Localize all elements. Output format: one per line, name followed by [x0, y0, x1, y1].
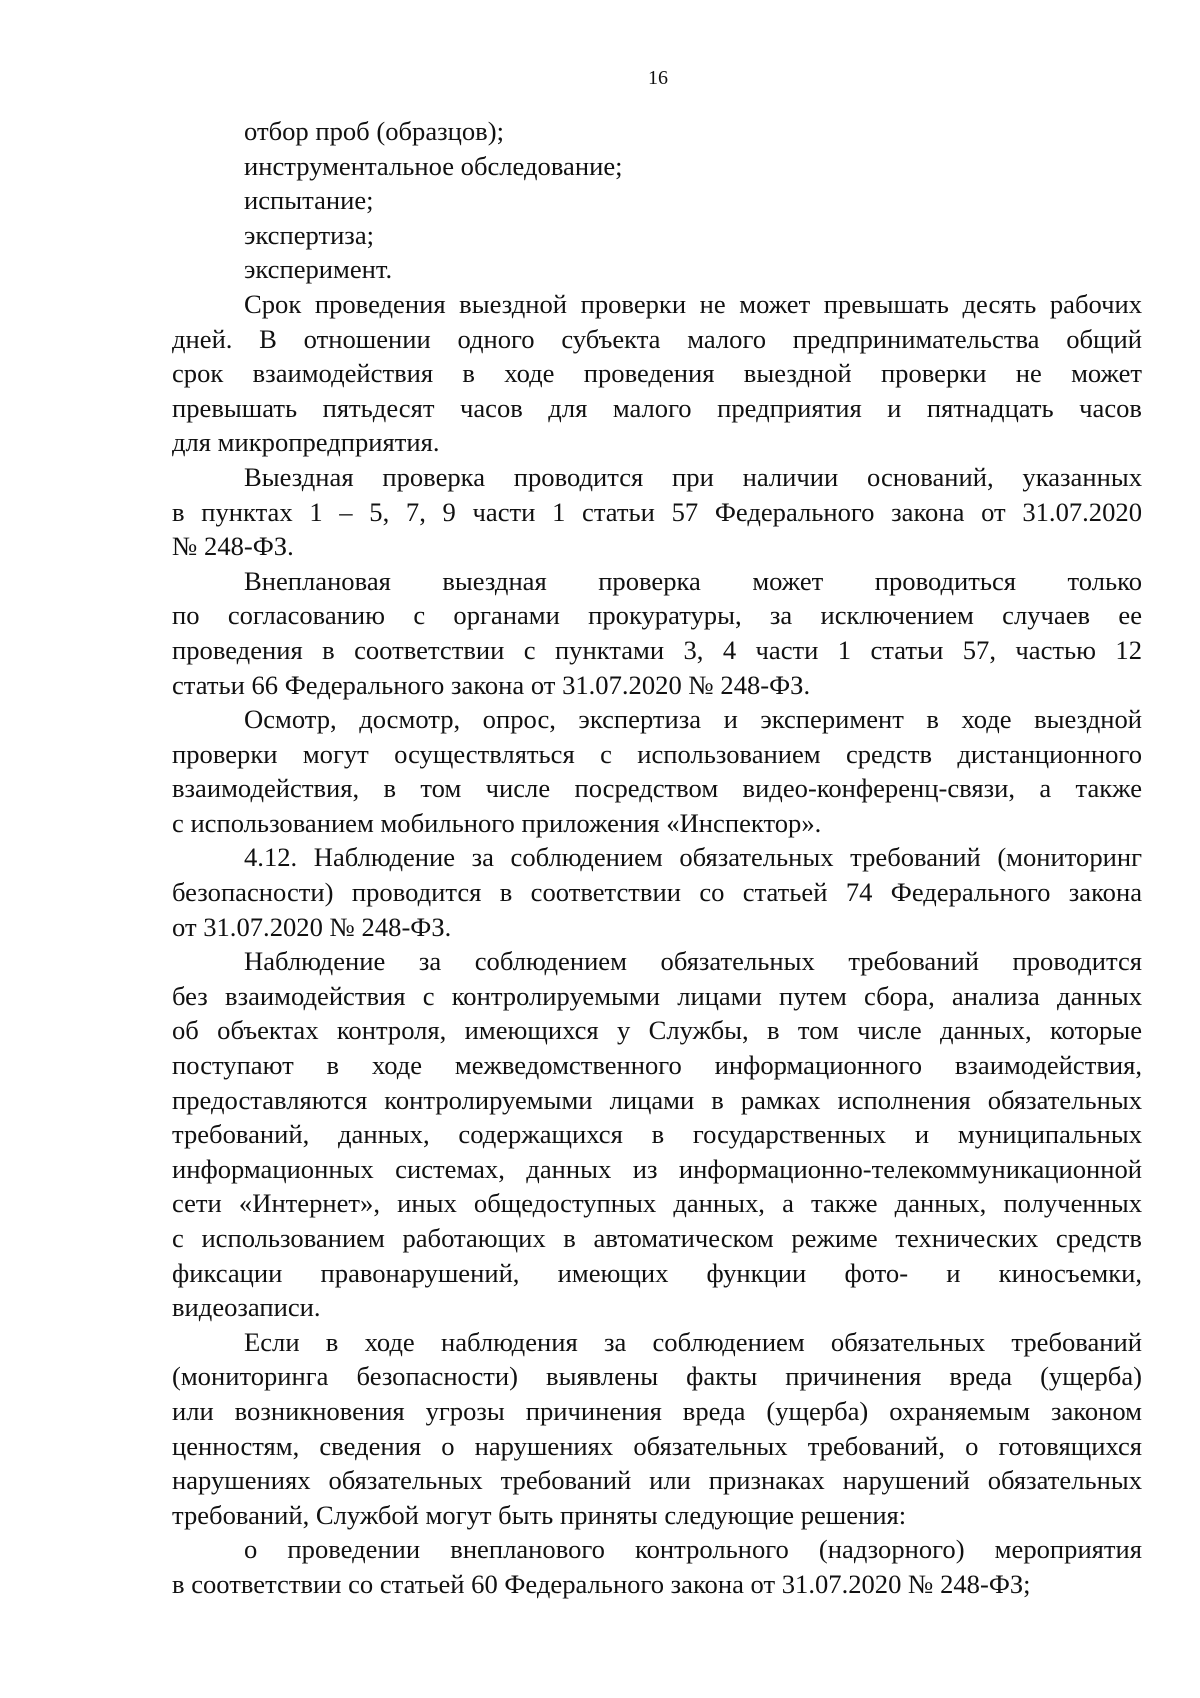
text-line: ценностям, сведения о нарушениях обязательных требований, о готовящихся — [172, 1430, 1142, 1461]
text-line: Срок проведения выездной проверки не может превышать десять рабочих — [244, 288, 1142, 319]
text-line: Если в ходе наблюдения за соблюдением обязательных требований — [244, 1326, 1142, 1357]
text-line: предоставляются контролируемыми лицами в рамках исполнения обязательных — [172, 1084, 1142, 1115]
text-line: инструментальное обследование; — [244, 150, 623, 181]
text-line: Наблюдение за соблюдением обязательных требований проводится — [244, 946, 1142, 977]
text-line: видеозаписи. — [172, 1292, 321, 1323]
text-line: испытание; — [244, 185, 374, 216]
document-body — [172, 114, 1142, 1602]
text-line: срок взаимодействия в ходе проведения выездной проверки не может — [172, 358, 1142, 389]
page-number: 16 — [648, 67, 668, 89]
text-line: без взаимодействия с контролируемыми лицами путем сбора, анализа данных — [172, 980, 1142, 1011]
text-line: дней. В отношении одного субъекта малого предпринимательства общий — [172, 323, 1142, 354]
text-line: сети «Интернет», иных общедоступных данных, а также данных, полученных — [172, 1188, 1142, 1219]
text-line: требований, Службой могут быть приняты следующие решения: — [172, 1499, 907, 1530]
text-line: экспертиза; — [244, 219, 375, 250]
text-line: № 248-ФЗ. — [172, 531, 294, 562]
text-line: превышать пятьдесят часов для малого предприятия и пятнадцать часов — [172, 392, 1142, 423]
text-line: эксперимент. — [244, 254, 393, 285]
text-line: статьи 66 Федерального закона от 31.07.2020 № 248-ФЗ. — [172, 669, 811, 700]
text-line: безопасности) проводится в соответствии со статьей 74 Федерального закона — [172, 877, 1142, 908]
text-line: или возникновения угрозы причинения вреда (ущерба) охраняемым законом — [172, 1395, 1142, 1426]
text-line: в соответствии со статьей 60 Федерального закона от 31.07.2020 № 248-ФЗ; — [172, 1568, 1031, 1599]
text-line: об объектах контроля, имеющихся у Службы, в том числе данных, которые — [172, 1015, 1142, 1046]
text-line: в пунктах 1 – 5, 7, 9 части 1 статьи 57 Федерального закона от 31.07.2020 — [172, 496, 1142, 527]
text-line: от 31.07.2020 № 248-ФЗ. — [172, 911, 452, 942]
text-line: проведения в соответствии с пунктами 3, 4 части 1 статьи 57, частью 12 — [172, 634, 1142, 665]
text-line: отбор проб (образцов); — [244, 116, 504, 146]
text-line: (мониторинга безопасности) выявлены факты причинения вреда (ущерба) — [172, 1361, 1142, 1392]
text-line: 4.12. Наблюдение за соблюдением обязательных требований (мониторинг — [244, 842, 1142, 873]
text-line: Внеплановая выездная проверка может проводиться только — [244, 565, 1142, 596]
text-line: о проведении внепланового контрольного (надзорного) мероприятия — [244, 1534, 1142, 1565]
text-line: поступают в ходе межведомственного информационного взаимодействия, — [172, 1050, 1142, 1081]
text-line: по согласованию с органами прокуратуры, за исключением случаев ее — [172, 600, 1142, 631]
text-line: с использованием мобильного приложения «Инспектор». — [172, 807, 822, 838]
text-line: для микропредприятия. — [172, 427, 440, 458]
text-line: Осмотр, досмотр, опрос, экспертиза и эксперимент в ходе выездной — [244, 704, 1142, 735]
text-line: взаимодействия, в том числе посредством видео-конференц-связи, а также — [172, 773, 1142, 804]
text-line: с использованием работающих в автоматическом режиме технических средств — [172, 1223, 1142, 1253]
text-line: Выездная проверка проводится при наличии оснований, указанных — [244, 461, 1142, 492]
text-line: требований, данных, содержащихся в государственных и муниципальных — [172, 1119, 1142, 1150]
text-line: нарушениях обязательных требований или признаках нарушений обязательных — [172, 1465, 1142, 1496]
text-line: фиксации правонарушений, имеющих функции фото- и киносъемки, — [172, 1257, 1142, 1288]
text-line: проверки могут осуществляться с использованием средств дистанционного — [172, 738, 1142, 769]
text-line: информационных системах, данных из информационно-телекоммуникационной — [172, 1153, 1142, 1184]
